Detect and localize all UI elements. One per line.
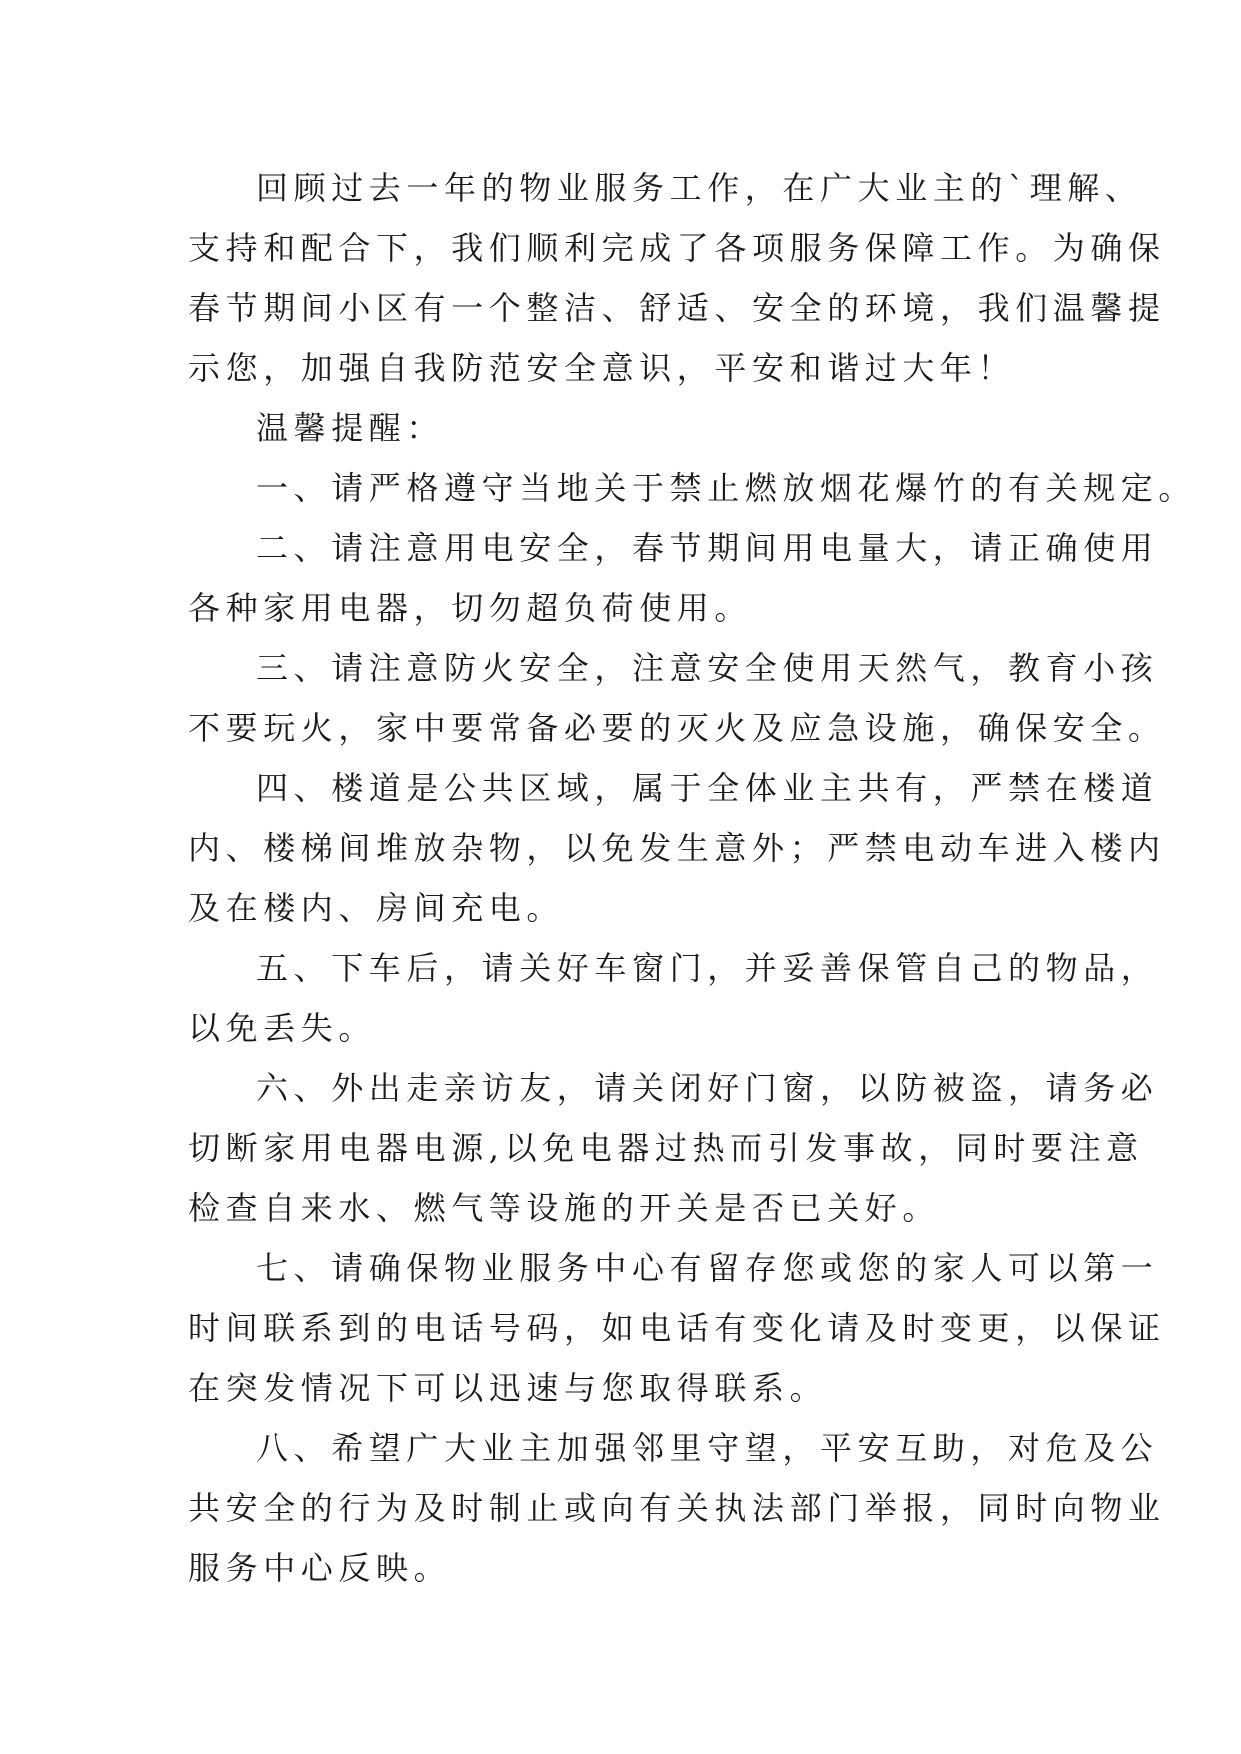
paragraph-item-2: [188, 518, 1159, 638]
text-line: 回顾过去一年的物业服务工作，在广大业主的`理解、: [256, 169, 1143, 207]
text-line: 内、楼梯间堆放杂物，以免发生意外；严禁电动车进入楼内: [188, 829, 1166, 867]
paragraph-item-7: [188, 1238, 1166, 1418]
paragraph-item-8: [188, 1418, 1166, 1598]
text-line: 七、请确保物业服务中心有留存您或您的家人可以第一: [256, 1249, 1159, 1287]
text-line: 各种家用电器，切勿超负荷使用。: [188, 589, 753, 627]
text-line: 以免丢失。: [188, 1009, 377, 1047]
text-line: 春节期间小区有一个整洁、舒适、安全的环境，我们温馨提: [188, 289, 1166, 327]
text-line: 八、希望广大业主加强邻里守望，平安互助，对危及公: [256, 1429, 1159, 1467]
text-line: 检查自来水、燃气等设施的开关是否已关好。: [188, 1189, 941, 1227]
text-line: 一、请严格遵守当地关于禁止燃放烟花爆竹的有关规定。: [256, 469, 1197, 507]
paragraph-item-6: [188, 1058, 1159, 1238]
text-line: 温馨提醒：: [256, 409, 445, 447]
text-line: 时间联系到的电话号码，如电话有变化请及时变更，以保证: [188, 1309, 1166, 1347]
paragraph-item-1: [188, 458, 1197, 518]
text-line: 三、请注意防火安全，注意安全使用天然气，教育小孩: [256, 649, 1159, 687]
text-line: 四、楼道是公共区域，属于全体业主共有，严禁在楼道: [256, 769, 1159, 807]
text-line: 在突发情况下可以迅速与您取得联系。: [188, 1369, 828, 1407]
text-line: 五、下车后，请关好车窗门，并妥善保管自己的物品，: [256, 949, 1159, 987]
text-line: 服务中心反映。: [188, 1549, 452, 1587]
document-body: [188, 158, 1197, 1598]
paragraph-item-4: [188, 758, 1166, 938]
paragraph-intro: [188, 158, 1166, 398]
text-line: 不要玩火，家中要常备必要的灭火及应急设施，确保安全。: [188, 709, 1166, 747]
text-line: 共安全的行为及时制止或向有关执法部门举报，同时向物业: [188, 1489, 1166, 1527]
paragraph-item-5: [188, 938, 1159, 1058]
text-line: 切断家用电器电源,以免电器过热而引发事故，同时要注意: [188, 1129, 1144, 1167]
paragraph-reminder-heading: [188, 398, 1068, 458]
text-line: 示您，加强自我防范安全意识，平安和谐过大年！: [188, 349, 1016, 387]
text-line: 二、请注意用电安全，春节期间用电量大，请正确使用: [256, 529, 1159, 567]
paragraph-item-3: [188, 638, 1166, 758]
text-line: 及在楼内、房间充电。: [188, 889, 565, 927]
text-line: 支持和配合下，我们顺利完成了各项服务保障工作。为确保: [188, 229, 1166, 267]
text-line: 六、外出走亲访友，请关闭好门窗，以防被盗，请务必: [256, 1069, 1159, 1107]
